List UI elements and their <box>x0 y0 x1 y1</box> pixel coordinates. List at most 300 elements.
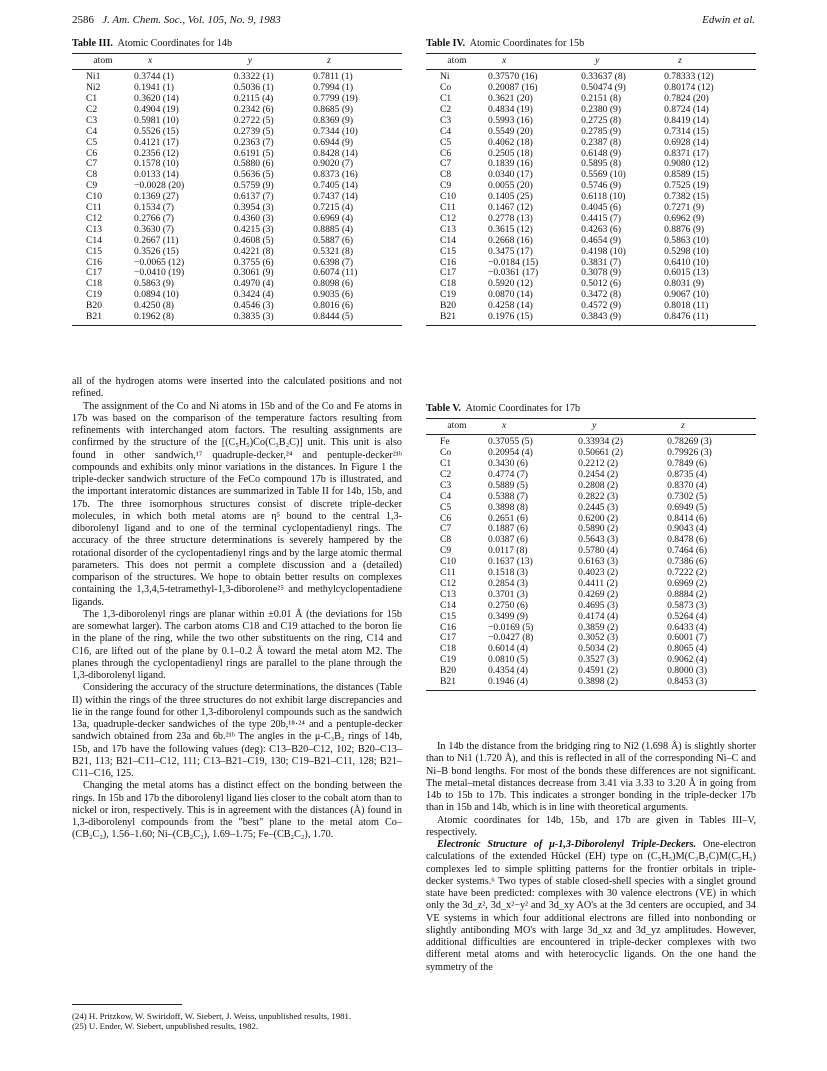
coordinate-cell: 0.0133 (14) <box>134 169 179 181</box>
table-caption <box>426 38 756 50</box>
footnote: (24) H. Pritzkow, W. Swiridoff, W. Siebert, J. Weiss, unpublished results, 1981. <box>72 1011 352 1021</box>
coordinate-cell: 0.8453 (3) <box>667 677 756 690</box>
body-paragraph <box>426 839 756 974</box>
atom-cell: C14 <box>440 234 456 246</box>
coordinate-cell: 0.9020 (7) <box>313 158 354 170</box>
atom-cell: B20 <box>440 665 456 677</box>
coordinate-cell: 0.1637 (13) <box>488 556 533 568</box>
coordinates-table <box>426 418 756 691</box>
coordinate-cell: 0.7302 (5) <box>667 490 708 502</box>
coordinate-cell: 0.8016 (6) <box>313 300 354 312</box>
atom-cell: B20 <box>440 300 456 312</box>
coordinate-cell: 0.3835 (3) <box>234 312 313 325</box>
coordinate-cell: 0.4250 (8) <box>134 300 174 312</box>
coordinate-cell: 0.4121 (17) <box>134 136 179 148</box>
coordinate-cell: 0.3526 (15) <box>134 245 179 257</box>
coordinate-cell: 0.2363 (7) <box>233 136 274 148</box>
coordinate-cell: 0.4591 (2) <box>578 665 619 677</box>
coordinate-cell: 0.8373 (16) <box>313 169 358 181</box>
atom-cell: C4 <box>440 490 452 502</box>
coordinate-cell: 0.6148 (9) <box>581 147 622 159</box>
coordinate-cell: 0.20087 (16) <box>488 82 538 94</box>
column-header-y: y <box>234 54 313 70</box>
coordinate-cell: 0.5873 (3) <box>667 599 708 611</box>
atom-cell: Ni1 <box>86 71 101 83</box>
coordinate-cell: 0.5321 (8) <box>313 245 354 257</box>
coordinate-cell: 0.4970 (4) <box>233 278 274 290</box>
coordinates-table <box>426 53 756 326</box>
table-row <box>426 247 756 258</box>
coordinate-cell: 0.2380 (9) <box>581 103 622 115</box>
coordinate-cell: 0.50661 (2) <box>578 447 623 459</box>
atom-cell: C18 <box>86 278 102 290</box>
coordinate-cell: 0.2505 (18) <box>488 147 533 159</box>
column-header-z: z <box>313 54 402 70</box>
coordinate-cell: 0.7849 (6) <box>667 457 708 469</box>
atom-cell: B21 <box>426 312 488 325</box>
left-text-column <box>72 376 402 842</box>
table-row <box>426 70 756 83</box>
coordinate-cell: 0.2115 (4) <box>233 92 274 104</box>
coordinate-cell: 0.7525 (19) <box>664 180 709 192</box>
atom-cell: C3 <box>86 114 98 126</box>
table-caption <box>426 403 756 415</box>
coordinate-cell: 0.3954 (3) <box>233 202 274 214</box>
table-caption <box>72 38 402 50</box>
coordinate-cell: 0.3424 (4) <box>233 289 274 301</box>
journal-citation: J. Am. Chem. Soc., Vol. 105, No. 9, 1983 <box>102 14 281 26</box>
coordinate-cell: 0.1369 (27) <box>134 191 179 203</box>
coordinate-cell: 0.4258 (14) <box>488 300 533 312</box>
table-title: Atomic Coordinates for 15b <box>469 38 585 49</box>
coordinate-cell: 0.1946 (4) <box>488 677 578 690</box>
atom-cell: C16 <box>86 256 102 268</box>
atom-cell: C7 <box>440 158 452 170</box>
coordinate-cell: 0.0870 (14) <box>488 289 533 301</box>
atom-cell: C15 <box>440 610 456 622</box>
atom-cell: C11 <box>440 567 456 579</box>
coordinate-cell: 0.2778 (13) <box>488 212 533 224</box>
coordinate-cell: 0.4411 (2) <box>578 577 618 589</box>
coordinate-cell: 0.4360 (3) <box>233 212 274 224</box>
coordinate-cell: 0.5034 (2) <box>578 643 619 655</box>
atom-cell: C9 <box>440 180 452 192</box>
table-row <box>72 312 402 325</box>
table-title: Atomic Coordinates for 17b <box>465 403 581 414</box>
coordinate-cell: 0.2822 (3) <box>578 490 619 502</box>
atom-cell: C8 <box>86 169 98 181</box>
coordinate-cell: 0.4023 (2) <box>578 567 619 579</box>
coordinate-cell: 0.3744 (1) <box>134 71 174 83</box>
atom-cell: C5 <box>440 136 452 148</box>
coordinate-cell: 0.5036 (1) <box>233 82 274 94</box>
coordinate-cell: 0.50474 (9) <box>581 82 626 94</box>
coordinate-cell: 0.5880 (6) <box>233 158 274 170</box>
coordinate-cell: 0.5549 (20) <box>488 125 533 137</box>
coordinate-cell: 0.5920 (12) <box>488 278 533 290</box>
coordinate-cell: 0.6928 (14) <box>664 136 709 148</box>
atom-cell: C17 <box>86 267 102 279</box>
atom-cell: C12 <box>86 212 102 224</box>
atom-cell: C1 <box>440 457 452 469</box>
coordinate-cell: 0.7405 (14) <box>313 180 358 192</box>
atom-cell: B21 <box>426 677 488 690</box>
coordinate-cell: 0.3475 (17) <box>488 245 533 257</box>
coordinate-cell: 0.8371 (17) <box>664 147 709 159</box>
atom-cell: C6 <box>440 512 452 524</box>
atom-cell: C1 <box>86 92 98 104</box>
coordinate-cell: 0.8685 (9) <box>313 103 354 115</box>
coordinate-cell: −0.0427 (8) <box>488 632 534 644</box>
coordinate-cell: 0.2445 (3) <box>578 501 619 513</box>
coordinate-cell: −0.0169 (5) <box>488 621 534 633</box>
coordinate-cell: 0.6949 (5) <box>667 501 708 513</box>
coordinate-cell: 0.79926 (3) <box>667 447 712 459</box>
table-5-block <box>426 403 756 691</box>
atom-cell: C9 <box>86 180 98 192</box>
table-row <box>72 127 402 138</box>
page-header-authors: Edwin et al. <box>702 14 755 26</box>
coordinate-cell: 0.6969 (2) <box>667 577 708 589</box>
body-paragraph: Atomic coordinates for 14b, 15b, and 17b are given in Tables III–V, respectively. <box>426 814 756 838</box>
section-heading: Electronic Structure of μ-1,3-Diborolenyl Triple-Deckers. <box>437 839 696 850</box>
coordinate-cell: 0.3472 (8) <box>581 289 622 301</box>
coordinate-cell: 0.4198 (10) <box>581 245 626 257</box>
coordinate-cell: 0.3859 (2) <box>578 621 619 633</box>
coordinate-cell: 0.2750 (6) <box>488 599 528 611</box>
coordinate-cell: 0.7314 (15) <box>664 125 709 137</box>
coordinate-cell: 0.7824 (20) <box>664 92 709 104</box>
coordinate-cell: 0.3898 (2) <box>578 677 667 690</box>
coordinate-cell: 0.8876 (9) <box>664 223 705 235</box>
coordinate-cell: 0.0894 (10) <box>134 289 179 301</box>
coordinate-cell: −0.0361 (17) <box>488 267 539 279</box>
table-title: Atomic Coordinates for 14b <box>117 38 233 49</box>
coordinate-cell: 0.6015 (13) <box>664 267 709 279</box>
coordinate-cell: 0.6962 (9) <box>664 212 705 224</box>
coordinate-cell: 0.5895 (8) <box>581 158 622 170</box>
coordinate-cell: 0.0055 (20) <box>488 180 533 192</box>
coordinate-cell: 0.8735 (4) <box>667 468 708 480</box>
column-header-x: x <box>134 54 234 70</box>
coordinate-cell: 0.8589 (15) <box>664 169 709 181</box>
coordinate-cell: 0.3061 (9) <box>233 267 274 279</box>
coordinate-cell: 0.6200 (2) <box>578 512 619 524</box>
coordinate-cell: 0.2785 (9) <box>581 125 622 137</box>
table-label: Table III. <box>72 38 113 49</box>
coordinate-cell: 0.6410 (10) <box>664 256 709 268</box>
coordinate-cell: 0.7811 (1) <box>313 71 353 83</box>
column-header-atom: atom <box>72 54 134 70</box>
table-row <box>426 492 756 503</box>
coordinate-cell: −0.0410 (19) <box>134 267 185 279</box>
coordinate-cell: 0.7222 (2) <box>667 567 708 579</box>
coordinate-cell: 0.1467 (12) <box>488 202 533 214</box>
coordinate-cell: 0.6137 (7) <box>233 191 274 203</box>
coordinate-cell: 0.7386 (6) <box>667 556 708 568</box>
coordinate-cell: 0.78333 (12) <box>664 71 714 83</box>
atom-cell: C19 <box>440 289 456 301</box>
coordinate-cell: 0.5569 (10) <box>581 169 626 181</box>
footnotes <box>72 1004 402 1032</box>
coordinate-cell: 0.3620 (14) <box>134 92 179 104</box>
coordinate-cell: 0.2722 (5) <box>233 114 274 126</box>
table-row <box>426 312 756 325</box>
coordinate-cell: 0.4269 (2) <box>578 588 619 600</box>
coordinate-cell: 0.7994 (1) <box>313 82 354 94</box>
coordinate-cell: 0.3621 (20) <box>488 92 533 104</box>
atom-cell: C19 <box>86 289 102 301</box>
coordinate-cell: 0.6014 (4) <box>488 643 528 655</box>
coordinate-cell: 0.4654 (9) <box>581 234 622 246</box>
atom-cell: C13 <box>440 588 456 600</box>
coordinate-cell: 0.4695 (3) <box>578 599 619 611</box>
coordinate-cell: 0.6118 (10) <box>581 191 626 203</box>
coordinate-cell: 0.8444 (5) <box>313 312 402 325</box>
table-row <box>72 247 402 258</box>
coordinate-cell: 0.37055 (5) <box>488 436 533 448</box>
coordinate-cell: 0.4215 (3) <box>233 223 274 235</box>
atom-cell: C5 <box>440 501 452 513</box>
coordinate-cell: 0.9043 (4) <box>667 523 708 535</box>
coordinate-cell: 0.5298 (10) <box>664 245 709 257</box>
coordinate-cell: 0.4904 (19) <box>134 103 179 115</box>
coordinate-cell: 0.4263 (6) <box>581 223 622 235</box>
coordinate-cell: 0.2808 (2) <box>578 479 619 491</box>
atom-cell: C13 <box>440 223 456 235</box>
body-paragraph: Considering the accuracy of the structure determinations, the distances (Table II) within the rings of the three structures do not exhibit large discrepancies and lie in the range found for other 1,3-diborolenyl compounds such as the sandwich 13a, quadruple-decker sandwiches of the type 20b,¹⁸·²⁴ and a pentuple-decker sandwich obtained from 23a and 6b.²¹ᵇ The angles in the μ-C₃B₂ rings of 14b, 15b, and 17b have the following values (deg): C13–B20–C12, 102; B20–C13–B21, 113; B21–C11–C12, 111; C13–B21–C19, 130; C19–B21–C11, 128; B21–C11–C16, 125. <box>72 682 402 779</box>
atom-cell: C7 <box>440 523 452 535</box>
coordinate-cell: 0.8098 (6) <box>313 278 354 290</box>
coordinate-cell: 0.5746 (9) <box>581 180 622 192</box>
coordinate-cell: 0.5889 (5) <box>488 479 528 491</box>
coordinate-cell: 0.1941 (1) <box>134 82 174 94</box>
coordinate-cell: 0.0387 (6) <box>488 534 528 546</box>
table-row <box>426 435 756 448</box>
atom-cell: Co <box>440 82 452 94</box>
atom-cell: C6 <box>440 147 452 159</box>
column-header-z: z <box>664 54 756 70</box>
column-header-atom: atom <box>426 419 488 435</box>
coordinate-cell: 0.4354 (4) <box>488 665 528 677</box>
coordinate-cell: 0.1405 (25) <box>488 191 533 203</box>
atom-cell: C10 <box>440 191 456 203</box>
atom-cell: C19 <box>440 654 456 666</box>
coordinate-cell: 0.4062 (18) <box>488 136 533 148</box>
coordinate-cell: 0.1839 (16) <box>488 158 533 170</box>
coordinate-cell: 0.8000 (3) <box>667 665 708 677</box>
atom-cell: C2 <box>440 103 452 115</box>
body-paragraph: all of the hydrogen atoms were inserted into the calculated positions and not refined. <box>72 376 402 400</box>
page-number: 2586 <box>72 14 94 26</box>
coordinate-cell: 0.8414 (6) <box>667 512 708 524</box>
atom-cell: B21 <box>72 312 134 325</box>
table-row <box>426 612 756 623</box>
coordinate-cell: 0.7437 (14) <box>313 191 358 203</box>
coordinate-cell: 0.8031 (9) <box>664 278 705 290</box>
coordinate-cell: 0.4774 (7) <box>488 468 528 480</box>
coordinate-cell: 0.8419 (14) <box>664 114 709 126</box>
coordinate-cell: 0.5012 (6) <box>581 278 622 290</box>
body-paragraph: Changing the metal atoms has a distinct effect on the bonding between the rings. In 15b and 17b the diborolenyl ligand lies closer to the cobalt atom than to nickel or iron, respectively. This is in agreement with the distances (Å) found in 1,3-diborolenyl compounds from the "best" plane to the metal atom Co–(CB₂C₂), 1.56–1.60; Ni–(CB₂C₂), 1.69–1.75; Fe–(CB₂C₂), 1.70. <box>72 780 402 841</box>
coordinate-cell: 0.1534 (7) <box>134 202 174 214</box>
coordinate-cell: 0.9062 (4) <box>667 654 708 666</box>
coordinate-cell: 0.37570 (16) <box>488 71 538 83</box>
coordinate-cell: 0.7271 (9) <box>664 202 705 214</box>
atom-cell: C12 <box>440 212 456 224</box>
coordinate-cell: 0.3322 (1) <box>233 71 274 83</box>
coordinate-cell: 0.8476 (11) <box>664 312 756 325</box>
coordinate-cell: 0.7464 (6) <box>667 545 708 557</box>
coordinate-cell: 0.2387 (8) <box>581 136 622 148</box>
coordinate-cell: 0.8724 (14) <box>664 103 709 115</box>
atom-cell: C10 <box>86 191 102 203</box>
coordinate-cell: 0.2454 (2) <box>578 468 619 480</box>
coordinate-cell: 0.8065 (4) <box>667 643 708 655</box>
coordinate-cell: 0.8428 (14) <box>313 147 358 159</box>
body-paragraph: The 1,3-diborolenyl rings are planar within ±0.01 Å (the deviations for 15b are somewhat larger). The carbon atoms C18 and C19 attached to the boron lie in the plane of the ring, while the two other substituents on the ring, C14 and C16, are lifted out of the plane by 0.1–0.2 Å toward the metal atom M2. The planes through the cyclopentadienyl rings are parallel to the plane through the 1,3-diborolenyl ligand. <box>72 608 402 681</box>
body-paragraph: The assignment of the Co and Ni atoms in 15b and of the Co and Fe atoms in 17b was based on the comparison of the temperature factors resulting from refinements with interchanged atom factors. The resulting assignments are confirmed by the structure of the [(C₅H₅)Co(C₃B₂C)] unit. This unit is also found in other sandwich,¹⁷ quadruple-decker,²⁴ and pentuple-decker²¹ᵇ compounds and exhibits only minor variations in the distances. In Figure 1 the triple-decker sandwich structure of the FeCo compound 17b is illustrated, and the important interatomic distances are summarized in Table II for 14b, 15b, and 17b. The three isomorphous structures consist of discrete triple-decker molecules, in which both metal atoms are η⁵ bound to the central 1,3-diborolenyl ligand and to one of the terminal cyclopentadienyl rings. The accuracy of the three structure determinations is severely hampered by the rotational disorder of the cyclopentadienyl rings and by the large atomic thermal parameters. This does not permit a complete discussion and a (detailed) comparison of the structures. We hope to obtain better results on complexes containing the 1,3,4,5-tetramethyl-1,3-diborolene²⁵ and methylcyclopentadiene ligands. <box>72 400 402 608</box>
atom-cell: C17 <box>440 267 456 279</box>
footnote-rule <box>72 1004 182 1005</box>
coordinate-cell: 0.6433 (4) <box>667 621 708 633</box>
coordinate-cell: 0.2668 (16) <box>488 234 533 246</box>
coordinate-cell: −0.0028 (20) <box>134 180 185 192</box>
atom-cell: Ni2 <box>86 82 101 94</box>
table-row <box>72 70 402 83</box>
atom-cell: C3 <box>440 114 452 126</box>
coordinate-cell: 0.3615 (12) <box>488 223 533 235</box>
coordinate-cell: 0.1962 (8) <box>134 312 234 325</box>
coordinate-cell: 0.8885 (4) <box>313 223 354 235</box>
table-row <box>426 127 756 138</box>
right-text-column <box>426 741 756 974</box>
atom-cell: C7 <box>86 158 98 170</box>
column-header-x: x <box>488 419 578 435</box>
table-row <box>72 138 402 149</box>
table-row <box>426 138 756 149</box>
coordinate-cell: 0.2342 (6) <box>233 103 274 115</box>
atom-cell: C5 <box>86 136 98 148</box>
coordinate-cell: 0.4572 (9) <box>581 300 622 312</box>
coordinate-cell: 0.7382 (15) <box>664 191 709 203</box>
atom-cell: C16 <box>440 256 456 268</box>
coordinate-cell: 0.3499 (9) <box>488 610 528 622</box>
coordinate-cell: 0.5863 (10) <box>664 234 709 246</box>
coordinate-cell: 0.20954 (4) <box>488 447 533 459</box>
atom-cell: C6 <box>86 147 98 159</box>
column-header-x: x <box>488 54 581 70</box>
atom-cell: C11 <box>86 202 102 214</box>
coordinate-cell: 0.6001 (7) <box>667 632 708 644</box>
table-row <box>426 677 756 690</box>
atom-cell: C8 <box>440 534 452 546</box>
coordinate-cell: 0.3701 (3) <box>488 588 528 600</box>
atom-cell: C11 <box>440 202 456 214</box>
coordinate-cell: 0.5890 (2) <box>578 523 619 535</box>
coordinate-cell: 0.3843 (9) <box>581 312 664 325</box>
page-header-left <box>72 14 281 26</box>
coordinate-cell: 0.6969 (4) <box>313 212 354 224</box>
coordinate-cell: 0.78269 (3) <box>667 436 712 448</box>
coordinate-cell: 0.5981 (10) <box>134 114 179 126</box>
coordinate-cell: 0.33934 (2) <box>578 436 623 448</box>
coordinate-cell: 0.9080 (12) <box>664 158 709 170</box>
coordinate-cell: 0.0340 (17) <box>488 169 533 181</box>
column-header-atom: atom <box>426 54 488 70</box>
atom-cell: C18 <box>440 643 456 655</box>
table-4-block <box>426 38 756 326</box>
atom-cell: C18 <box>440 278 456 290</box>
coordinate-cell: −0.0184 (15) <box>488 256 539 268</box>
coordinate-cell: 0.0117 (8) <box>488 545 528 557</box>
coordinate-cell: 0.1887 (6) <box>488 523 528 535</box>
coordinate-cell: 0.2739 (5) <box>233 125 274 137</box>
body-text: One-electron calculations of the extended Hückel (EH) type on (C₅H₅)M(C₃B₂C)M(C₅H₅) complexes led to simple splitting patterns for the frontier orbitals in triple-decker systems.⁶ Two types of stable closed-shell species with a singlet ground state have been predicted: complexes with 30 valence electrons (VE) in which only the 3d_z², 3d_x²−y² and 3d_xy AO's at the 3d centers are occupied, and 34 VE systems in which four additional electrons are filled into nonbonding or slightly antibonding MO's with large 3d_xz and 3d_yz amplitudes. However, additional difficulties are encountered in triple-decker complexes with two different metal atoms and with heterocyclic ligands. On the one hand the symmetry of the <box>426 839 757 973</box>
coordinate-cell: 0.9035 (6) <box>313 289 354 301</box>
coordinate-cell: 0.5643 (3) <box>578 534 619 546</box>
coordinate-cell: 0.6163 (3) <box>578 556 619 568</box>
coordinate-cell: 0.5759 (9) <box>233 180 274 192</box>
table-3-block <box>72 38 402 326</box>
coordinate-cell: 0.8369 (9) <box>313 114 354 126</box>
coordinate-cell: 0.5993 (16) <box>488 114 533 126</box>
atom-cell: C8 <box>440 169 452 181</box>
coordinate-cell: 0.8370 (4) <box>667 479 708 491</box>
coordinate-cell: 0.4045 (6) <box>581 202 622 214</box>
coordinate-cell: 0.2854 (3) <box>488 577 528 589</box>
coordinates-table <box>72 53 402 326</box>
coordinate-cell: 0.8018 (11) <box>664 300 709 312</box>
coordinate-cell: 0.8884 (2) <box>667 588 708 600</box>
coordinate-cell: 0.4608 (5) <box>233 234 274 246</box>
atom-cell: C13 <box>86 223 102 235</box>
coordinate-cell: 0.2356 (12) <box>134 147 179 159</box>
coordinate-cell: 0.7215 (4) <box>313 202 354 214</box>
atom-cell: Ni <box>440 71 450 83</box>
atom-cell: C17 <box>440 632 456 644</box>
coordinate-cell: 0.7799 (19) <box>313 92 358 104</box>
coordinate-cell: 0.9067 (10) <box>664 289 709 301</box>
atom-cell: C12 <box>440 577 456 589</box>
coordinate-cell: 0.4174 (4) <box>578 610 619 622</box>
coordinate-cell: 0.2725 (8) <box>581 114 622 126</box>
coordinate-cell: 0.4834 (19) <box>488 103 533 115</box>
coordinate-cell: 0.2766 (7) <box>134 212 174 224</box>
coordinate-cell: 0.6191 (5) <box>233 147 274 159</box>
footnote: (25) U. Ender, W. Siebert, unpublished results, 1982. <box>72 1021 259 1032</box>
coordinate-cell: 0.3527 (3) <box>578 654 619 666</box>
coordinate-cell: 0.1976 (15) <box>488 312 581 325</box>
atom-cell: C16 <box>440 621 456 633</box>
coordinate-cell: 0.3898 (8) <box>488 501 528 513</box>
coordinate-cell: 0.5264 (4) <box>667 610 708 622</box>
coordinate-cell: 0.3755 (6) <box>233 256 274 268</box>
atom-cell: C4 <box>86 125 98 137</box>
atom-cell: C15 <box>440 245 456 257</box>
coordinate-cell: 0.2667 (11) <box>134 234 179 246</box>
coordinate-cell: 0.1518 (3) <box>488 567 528 579</box>
coordinate-cell: 0.6944 (9) <box>313 136 354 148</box>
atom-cell: C4 <box>440 125 452 137</box>
coordinate-cell: −0.0065 (12) <box>134 256 185 268</box>
coordinate-cell: 0.6398 (7) <box>313 256 354 268</box>
coordinate-cell: 0.5636 (5) <box>233 169 274 181</box>
atom-cell: C10 <box>440 556 456 568</box>
atom-cell: C1 <box>440 92 452 104</box>
coordinate-cell: 0.3430 (6) <box>488 457 528 469</box>
atom-cell: C15 <box>86 245 102 257</box>
